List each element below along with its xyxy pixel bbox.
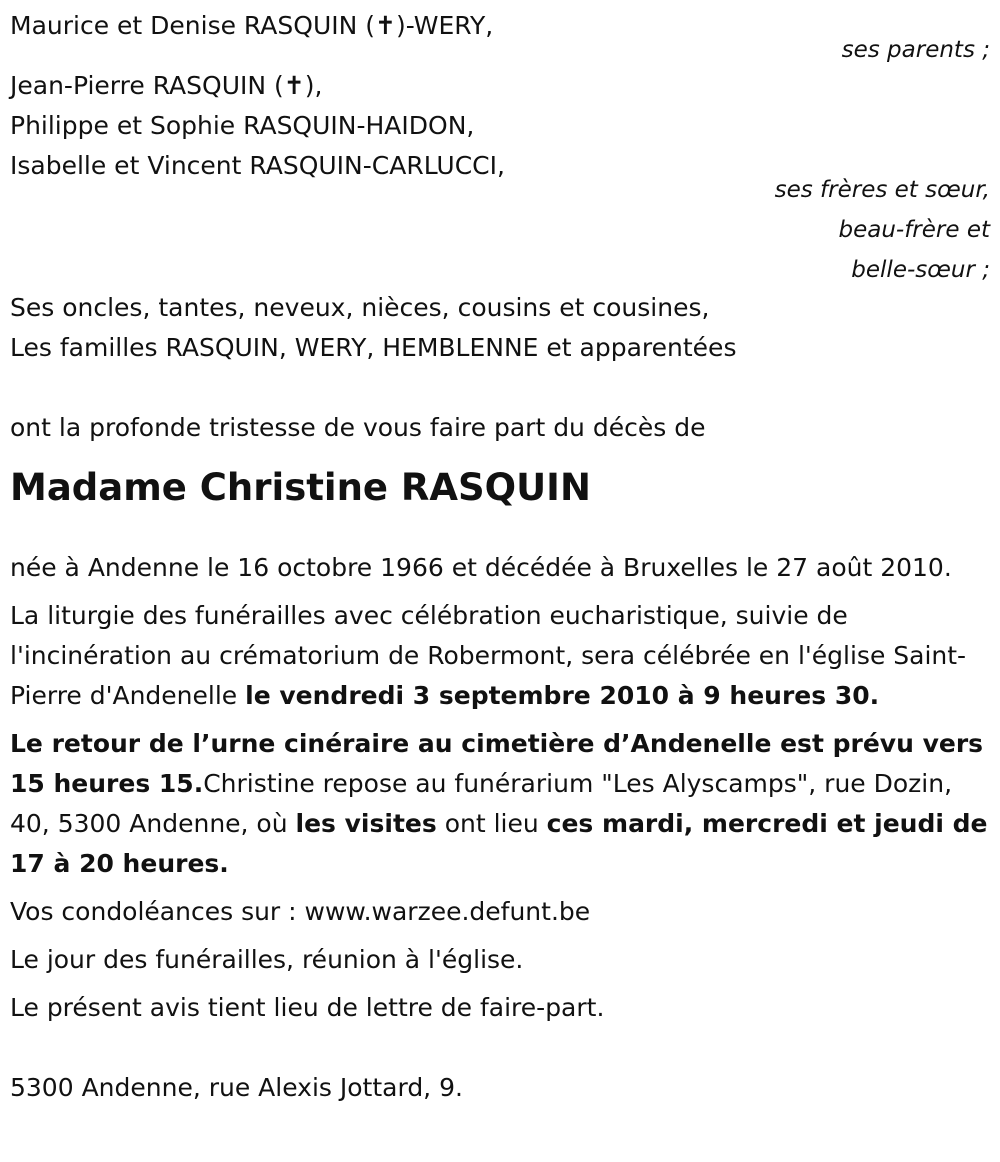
visits-connector: ont lieu bbox=[436, 809, 547, 838]
visits-label: les visites bbox=[295, 809, 437, 838]
siblings-relation-3: belle-sœur ; bbox=[851, 257, 990, 283]
siblings-relation-1: ses frères et sœur, bbox=[774, 177, 990, 203]
reunion-text: Le jour des funérailles, réunion à l'église. bbox=[10, 945, 524, 974]
announcement-text: ont la profonde tristesse de vous faire part du décès de bbox=[10, 413, 706, 442]
visits-schedule: ces mardi, mercredi et jeudi de 17 à 20 heures. bbox=[10, 809, 988, 878]
condolences-text: Vos condoléances sur : www.warzee.defunt.be bbox=[10, 897, 591, 926]
liturgy-paragraph bbox=[10, 596, 990, 716]
notice-text: Le présent avis tient lieu de lettre de faire-part. bbox=[10, 993, 605, 1022]
birth-death-text: née à Andenne le 16 octobre 1966 et décédée à Bruxelles le 27 août 2010. bbox=[10, 553, 952, 582]
sibling-line-1: Jean-Pierre RASQUIN (✝), bbox=[10, 71, 323, 100]
urn-paragraph bbox=[10, 724, 990, 884]
address-text: 5300 Andenne, rue Alexis Jottard, 9. bbox=[10, 1073, 463, 1102]
liturgy-text: La liturgie des funérailles avec célébration eucharistique, suivie de l'incinération au crématorium de Robermont, sera célébrée en l'église Saint-Pierre d'Andenelle bbox=[10, 601, 967, 710]
funeral-home-text: Christine repose au funérarium "Les Alyscamps", rue Dozin, 40, 5300 Andenne, où bbox=[10, 769, 953, 838]
relatives-line-2: Les familles RASQUIN, WERY, HEMBLENNE et apparentées bbox=[10, 333, 737, 362]
relatives-line-1: Ses oncles, tantes, neveux, nièces, cousins et cousines, bbox=[10, 293, 710, 322]
urn-return-text: Le retour de l’urne cinéraire au cimetière d’Andenelle est prévu vers 15 heures 15. bbox=[10, 729, 984, 798]
obituary-notice bbox=[10, 6, 990, 1108]
parents-relation: ses parents ; bbox=[841, 37, 990, 63]
liturgy-date: le vendredi 3 septembre 2010 à 9 heures 30. bbox=[245, 681, 880, 710]
siblings-relation-2: beau-frère et bbox=[838, 217, 990, 243]
parents-names: Maurice et Denise RASQUIN (✝)-WERY, bbox=[10, 11, 494, 40]
deceased-name: Madame Christine RASQUIN bbox=[10, 466, 591, 509]
sibling-line-2: Philippe et Sophie RASQUIN-HAIDON, bbox=[10, 111, 475, 140]
sibling-line-3: Isabelle et Vincent RASQUIN-CARLUCCI, bbox=[10, 151, 505, 180]
